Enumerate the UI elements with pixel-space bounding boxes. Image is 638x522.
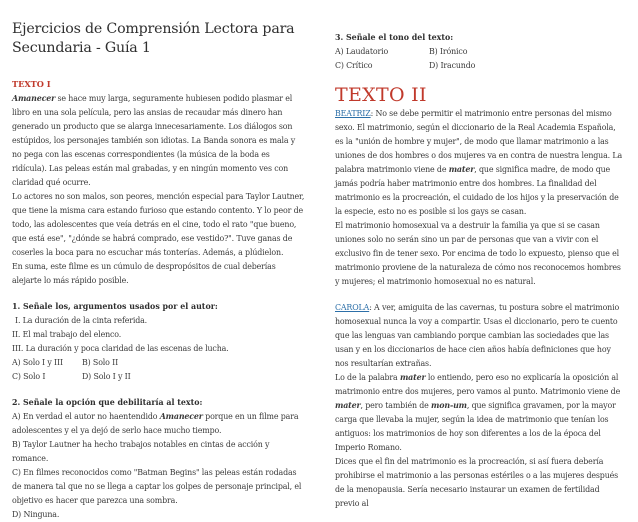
question-3-options-row-1: [335, 45, 626, 59]
question-2-option-d: D) Ninguna.: [12, 510, 60, 519]
film-title: Amanecer: [12, 94, 56, 103]
beatriz-paragraph-2: El matrimonio homosexual va a destruir la familia ya que si se casan uniones solo no serán sino un par de personas que van a vivir con el exclusivo fin de tener sexo. Por encima de todo lo expuesto, pienso que el matrimonio proviene de la naturaleza de cómo nos reconocemos hombres y mujeres; el matrimonio homosexual no es natural.: [335, 221, 621, 286]
question-2-option-c: C) En filmes reconocidos como "Batman Begins" las peleas están rodadas de manera tal que no se llega a captar los golpes de personaje principal, el objetivo es hacer que parezca una sombra.: [12, 468, 302, 505]
carola-paragraph-2: [335, 371, 626, 455]
question-3-options-row-2: [335, 59, 626, 73]
word-mater: mater: [448, 165, 475, 174]
paragraph-text: : No se debe permitir el matrimonio entre personas del mismo sexo. El matrimonio, según el diccionario de la Real Academia Española, es la "unión de hombre y mujer", de modo que llamar matrimonio a las uniones de dos hombres o dos mujeres va en contra de nuestra lengua. La palabra matrimonio viene de: [335, 109, 623, 174]
carola-paragraph-3: Dices que el fin del matrimonio es la procreación, si así fuera debería prohibirse el matrimonio a las personas estériles o a las mujeres después de la menopausia. Sería necesario instaurar un examen de fertilidad previo al: [335, 457, 619, 508]
question-2-option-b: B) Taylor Lautner ha hecho trabajos notables en cintas de acción y romance.: [12, 440, 270, 463]
paragraph-text: se hace muy larga, seguramente hubiesen podido plasmar el libro en una sola película, pero las ansias de recaudar más dinero han generado un producto que se alarga innecesariamente. Los diálogos son estúpidos, los personajes también son idiotas. La Banda sonora es mala y no pega con las escenas correspondientes (la música de la boda es ridícula). Las peleas están mal grabadas, y en ningún momento ves con claridad qué ocurre.: [12, 94, 296, 187]
question-3-option-a: A) Laudatorio: [335, 47, 389, 56]
speaker-carola: CAROLA: [335, 303, 370, 312]
document-title: Ejercicios de Comprensión Lectora para Secundaria - Guía 1: [12, 21, 295, 56]
question-1-item-3: III. La duración y poca claridad de las escenas de lucha.: [12, 344, 229, 353]
texto-ii-heading: TEXTO II: [335, 84, 427, 106]
question-1-option-b: B) Solo II: [82, 358, 119, 367]
question-1-title: 1. Señale los, argumentos usados por el autor:: [12, 302, 218, 311]
texto-i-paragraph-3: En suma, este filme es un cúmulo de despropósitos de cual deberías alejarte lo más rápido posible.: [12, 262, 276, 285]
word-mon-um: mon-um: [431, 401, 467, 410]
paragraph-text: Lo de la palabra: [335, 373, 400, 382]
question-2-title: 2. Señale la opción que debilitaría al texto:: [12, 398, 203, 407]
word-mater: mater: [399, 373, 426, 382]
question-1-item-1: I. La duración de la cinta referida.: [15, 316, 148, 325]
question-3-option-c: C) Crítico: [335, 61, 373, 70]
film-title: Amanecer: [159, 412, 203, 421]
word-mater: mater: [335, 401, 361, 410]
option-text: A) En verdad el autor no haentendido: [12, 412, 160, 421]
texto-i-heading: TEXTO I: [12, 79, 51, 89]
question-3-title: 3. Señale el tono del texto:: [335, 33, 454, 42]
question-1-option-c: C) Solo I: [12, 372, 46, 381]
question-3-option-b: B) Irónico: [429, 47, 468, 56]
texto-i-paragraph-2: Lo actores no son malos, son peores, mención especial para Taylor Lautner, que tiene la misma cara estando furioso que estando contento. Y lo peor de todo, las adolescentes que veía detrás en el cine, todo el rato "que bueno, que está ese", "¿dónde se habrá comprado, ese vestido?". Tuve ganas de coserles la boca para no escuchar más tonterías. Además, a plúdielon.: [12, 192, 305, 257]
texto-i-paragraph-1: [12, 92, 305, 190]
paragraph-text: , pero también de: [360, 401, 432, 410]
question-3-option-d: D) Iracundo: [429, 61, 476, 70]
paragraph-text: : A ver, amiguita de las cavernas, tu postura sobre el matrimonio homosexual nunca la voy a compartir. Usas el diccionario, pero te cuento que las lenguas van cambiando porque cambian las sociedades que las usan y en los diccionarios de hace cien años había definiciones que hoy nos resultarían extrañas.: [335, 303, 620, 368]
option-text: porque en un filme para adolescentes y el ya dejó de serlo hace mucho tiempo.: [12, 412, 299, 435]
beatriz-paragraph-1: [335, 107, 626, 219]
carola-paragraph-1: [335, 301, 626, 371]
speaker-beatriz: BEATRIZ: [335, 109, 371, 118]
question-1-options-row-1: [12, 356, 305, 370]
paragraph-text: , que significa gravamen, por la mayor carga que llevaba la mujer, según la idea de matrimonio que tenían los antiguos: los matrimonios de hoy son diferentes a los de la época del Imperio Romano.: [335, 401, 616, 452]
paragraph-text: lo entiendo, pero eso no explicaría la oposición al matrimonio entre dos mujeres, pero vamos al punto. Matrimonio viene de: [335, 373, 621, 396]
question-1-option-a: A) Solo I y III: [12, 358, 63, 367]
question-1-options-row-2: [12, 370, 305, 384]
question-1-item-2: II. El mal trabajo del elenco.: [12, 330, 122, 339]
question-2-option-a: [12, 410, 305, 438]
question-1-option-d: D) Solo I y II: [82, 372, 131, 381]
right-column: [319, 0, 638, 511]
paragraph-text: , que significa madre, de modo que jamás podría haber matrimonio entre dos hombres. La finalidad del matrimonio es la procreación, el cuidado de los hijos y la preservación de la especie, esto no es posible si los gays se casan.: [335, 165, 619, 216]
